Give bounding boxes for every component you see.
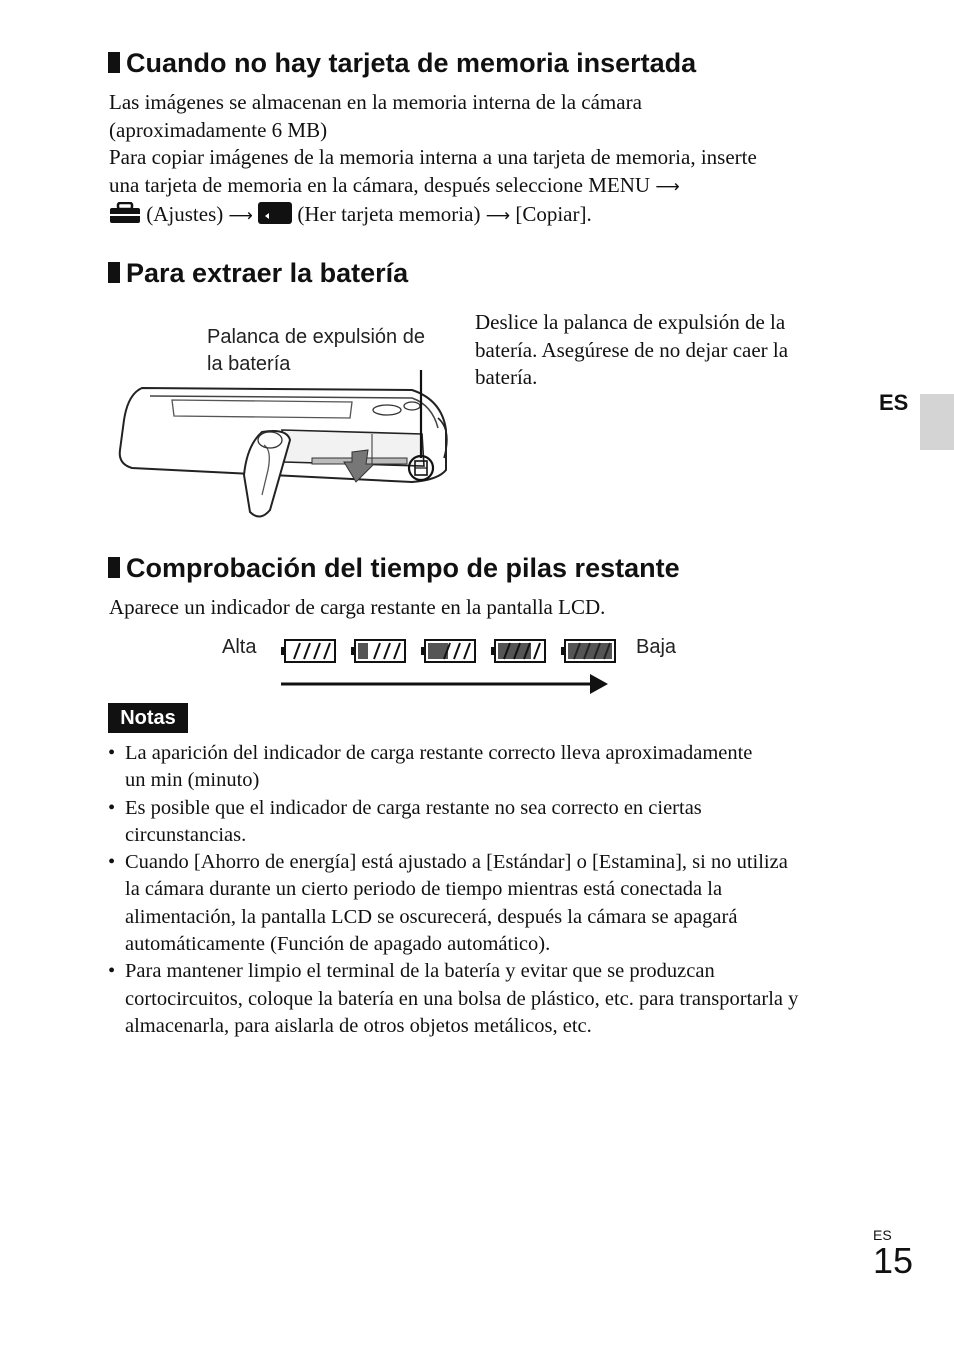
memory-line-2: (aproximadamente 6 MB): [109, 117, 328, 142]
note-line: almacenarla, para aislarla de otros objetos metálicos, etc.: [125, 1014, 592, 1037]
memory-paragraph: [109, 89, 869, 232]
right-arrow-icon: ⟶: [485, 206, 511, 226]
notes-list: [108, 740, 878, 1040]
notes-badge: Notas: [108, 703, 188, 733]
battery-indicator-icon: [491, 640, 545, 662]
note-line: • Cuando [Ahorro de energía] está ajustado a [Estándar] o [Estamina], si no utiliza: [125, 851, 788, 874]
remaining-paragraph: [109, 594, 869, 622]
battery-levels-indicator: [278, 636, 618, 696]
heading-memory: [108, 48, 696, 79]
battery-text-line-1: Deslice la palanca de expulsión de la: [475, 310, 786, 334]
note-line: circunstancias.: [125, 823, 247, 846]
memory-line-4-text: una tarjeta de memoria en la cámara, después seleccione MENU: [109, 172, 651, 197]
right-arrow-icon: ⟶: [228, 206, 253, 226]
battery-lever-label-line-2: la batería: [207, 353, 291, 375]
battery-high-label: Alta: [222, 636, 257, 658]
memory-line-1: Las imágenes se almacenan en la memoria interna de la cámara: [109, 90, 642, 114]
language-tab: [920, 394, 954, 450]
memory-card-icon: [258, 202, 292, 232]
heading-battery: [108, 258, 408, 289]
memory-line-3: Para copiar imágenes de la memoria interna a una tarjeta de memoria, inserte: [109, 145, 757, 169]
note-line: • La aparición del indicador de carga restante correcto lleva aproximadamente: [125, 742, 753, 764]
page-number: 15: [873, 1240, 914, 1281]
battery-instructions: [475, 309, 855, 392]
memory-line-5: [109, 201, 869, 232]
list-item: [108, 849, 878, 958]
note-line: la cámara durante un cierto periodo de tiempo mientras está conectada la: [125, 878, 723, 901]
memory-line-4: [109, 172, 869, 202]
note-line: • Es posible que el indicador de carga restante no sea correcto en ciertas: [125, 796, 702, 819]
language-tab-label: ES: [879, 390, 909, 415]
battery-text-line-2: batería. Asegúrese de no dejar caer la: [475, 337, 789, 362]
heading-bullet: [108, 557, 120, 578]
note-line: alimentación, la pantalla LCD se oscurecerá, después la cámara se apagará: [125, 905, 738, 928]
remaining-text: Aparece un indicador de carga restante en la pantalla LCD.: [109, 595, 606, 619]
settings-label: (Ajustes): [146, 202, 224, 226]
battery-low-label: Baja: [636, 636, 677, 658]
right-arrow-icon: ⟶: [655, 176, 680, 197]
list-item: [108, 795, 878, 850]
heading-battery-text: Para extraer la batería: [126, 258, 409, 288]
battery-indicator-icon: [421, 640, 475, 662]
heading-bullet: [108, 262, 120, 283]
battery-indicator-icon: [351, 640, 405, 662]
page-language: ES: [873, 1227, 892, 1243]
battery-lever-label-line-1: Palanca de expulsión de: [207, 326, 425, 348]
camera-battery-illustration: [112, 370, 452, 520]
battery-indicator-icon: [561, 640, 615, 662]
toolbox-icon: [109, 202, 141, 232]
copy-label: [Copiar].: [515, 202, 592, 226]
heading-bullet: [108, 52, 120, 73]
note-line: cortocircuitos, coloque la batería en una bolsa de plástico, etc. para transportarla y: [125, 987, 799, 1010]
note-line: • Para mantener limpio el terminal de la batería y evitar que se produzcan: [125, 960, 715, 983]
copy-card-label: (Her tarjeta memoria): [297, 202, 481, 226]
battery-indicator-icon: [281, 640, 335, 662]
note-line: automáticamente (Función de apagado automático).: [125, 933, 551, 956]
list-item: [108, 958, 878, 1040]
heading-remaining-text: Comprobación del tiempo de pilas restante: [126, 553, 680, 583]
heading-memory-text: Cuando no hay tarjeta de memoria insertada: [126, 48, 697, 78]
heading-remaining: [108, 553, 680, 584]
list-item: [108, 740, 878, 795]
battery-text-line-3: batería.: [475, 365, 538, 389]
note-line: un min (minuto): [125, 769, 260, 792]
